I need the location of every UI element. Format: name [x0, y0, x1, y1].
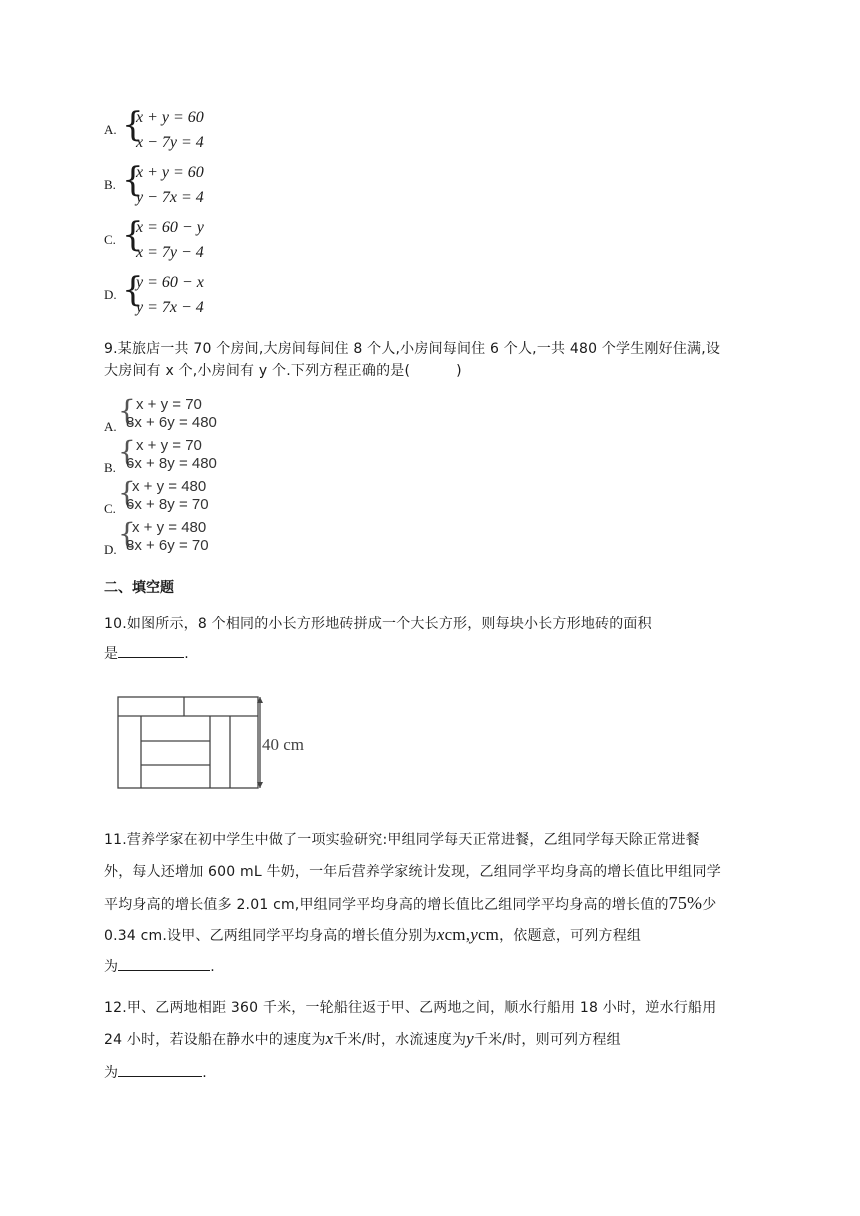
brace: {: [118, 476, 136, 509]
q10-stem-line1: 10.如图所示，8 个相同的小长方形地砖拼成一个大长方形，则每块小长方形地砖的面积: [104, 616, 652, 632]
dimension-label: 40 cm: [262, 735, 305, 754]
answer-blank[interactable]: [118, 1062, 202, 1077]
unit: cm: [477, 925, 500, 944]
suffix: .: [210, 959, 215, 975]
unit: cm,: [444, 925, 471, 944]
equation-2: 8x + 6y = 70: [126, 537, 209, 554]
q11-stem-line3: [104, 893, 716, 915]
q11-stem-line4: [104, 925, 641, 946]
suffix: .: [184, 646, 189, 662]
brace: {: [122, 160, 144, 200]
prefix: 是: [104, 646, 119, 662]
variable-y: y: [470, 925, 478, 944]
equation-1: y = 60 − x: [136, 274, 204, 291]
q11-stem-line5: [104, 956, 215, 977]
variable-y: y: [466, 1029, 474, 1048]
option-label: D.: [104, 542, 117, 557]
equation-2: y = 7x − 4: [136, 299, 204, 316]
equation-2: 6x + 8y = 70: [126, 496, 209, 513]
equation-2: x − 7y = 4: [136, 134, 204, 151]
brace: {: [122, 215, 144, 255]
q12-stem-line1: 12.甲、乙两地相距 360 千米，一轮船往返于甲、乙两地之间，顺水行船用 18 小时，逆水行船用: [104, 1000, 717, 1016]
close-paren: ): [456, 363, 462, 379]
brace: {: [118, 435, 136, 468]
outer-rectangle: [118, 697, 258, 788]
equation-2: x = 7y − 4: [136, 244, 204, 261]
option-label: D.: [104, 287, 117, 302]
option-label: B.: [104, 177, 116, 192]
equation-2: y − 7x = 4: [136, 189, 204, 206]
text: 24 小时，若设船在静水中的速度为: [104, 1032, 326, 1048]
brace: {: [118, 394, 136, 427]
option-label: B.: [104, 460, 116, 475]
option-label: A.: [104, 122, 117, 137]
variable-x: x: [325, 1029, 334, 1048]
suffix: .: [202, 1065, 207, 1081]
q12-stem-line2: [104, 1029, 621, 1050]
text: 平均身高的增长值多 2.01 cm,甲组同学平均身高的增长值比乙组同学平均身高的增长值的: [104, 897, 669, 913]
text: 千米/时，水流速度为: [333, 1032, 467, 1048]
prefix: 为: [104, 959, 119, 975]
equation-2: 8x + 6y = 480: [126, 414, 217, 431]
equation-1: x = 60 − y: [136, 219, 204, 236]
equation-1: x + y = 60: [136, 164, 204, 181]
brace: {: [118, 517, 136, 550]
brace: {: [122, 105, 144, 145]
q9-stem-line1: 9.某旅店一共 70 个房间,大房间每间住 8 个人,小房间每间住 6 个人,一共 480 个学生刚好住满,设: [104, 341, 721, 357]
answer-blank[interactable]: [118, 956, 210, 971]
equation-1: x + y = 70: [136, 396, 202, 413]
text: ，依题意，可列方程组: [499, 928, 642, 944]
option-label: A.: [104, 419, 117, 434]
answer-blank[interactable]: [118, 643, 184, 658]
q9-stem-text: 大房间有 x 个,小房间有 y 个.下列方程正确的是(: [104, 363, 411, 379]
equation-1: x + y = 60: [136, 109, 204, 126]
section-heading: 二、填空题: [104, 580, 174, 596]
q9-stem-line2: [104, 361, 462, 381]
text: 0.34 cm.设甲、乙两组同学平均身高的增长值分别为: [104, 928, 437, 944]
option-label: C.: [104, 501, 116, 516]
equation-1: x + y = 480: [132, 478, 207, 495]
equation-1: x + y = 480: [132, 519, 207, 536]
equation-1: x + y = 70: [136, 437, 202, 454]
option-label: C.: [104, 232, 116, 247]
brace: {: [122, 270, 144, 310]
q11-stem-line1: 11.营养学家在初中学生中做了一项实验研究:甲组同学每天正常进餐，乙组同学每天除正常进餐: [104, 832, 700, 848]
q10-stem-line2: [104, 643, 189, 664]
text: 千米/时，则可列方程组: [473, 1032, 621, 1048]
q11-stem-line2: 外，每人还增加 600 mL 牛奶，一年后营养学家统计发现，乙组同学平均身高的增长值比甲组同学: [104, 864, 721, 880]
q12-stem-line3: [104, 1062, 207, 1083]
text: 少: [702, 897, 717, 913]
percent-value: 75%: [668, 893, 703, 913]
equation-2: 6x + 8y = 480: [126, 455, 217, 472]
q10-figure: [112, 693, 332, 793]
variable-x: x: [436, 925, 445, 944]
prefix: 为: [104, 1065, 119, 1081]
